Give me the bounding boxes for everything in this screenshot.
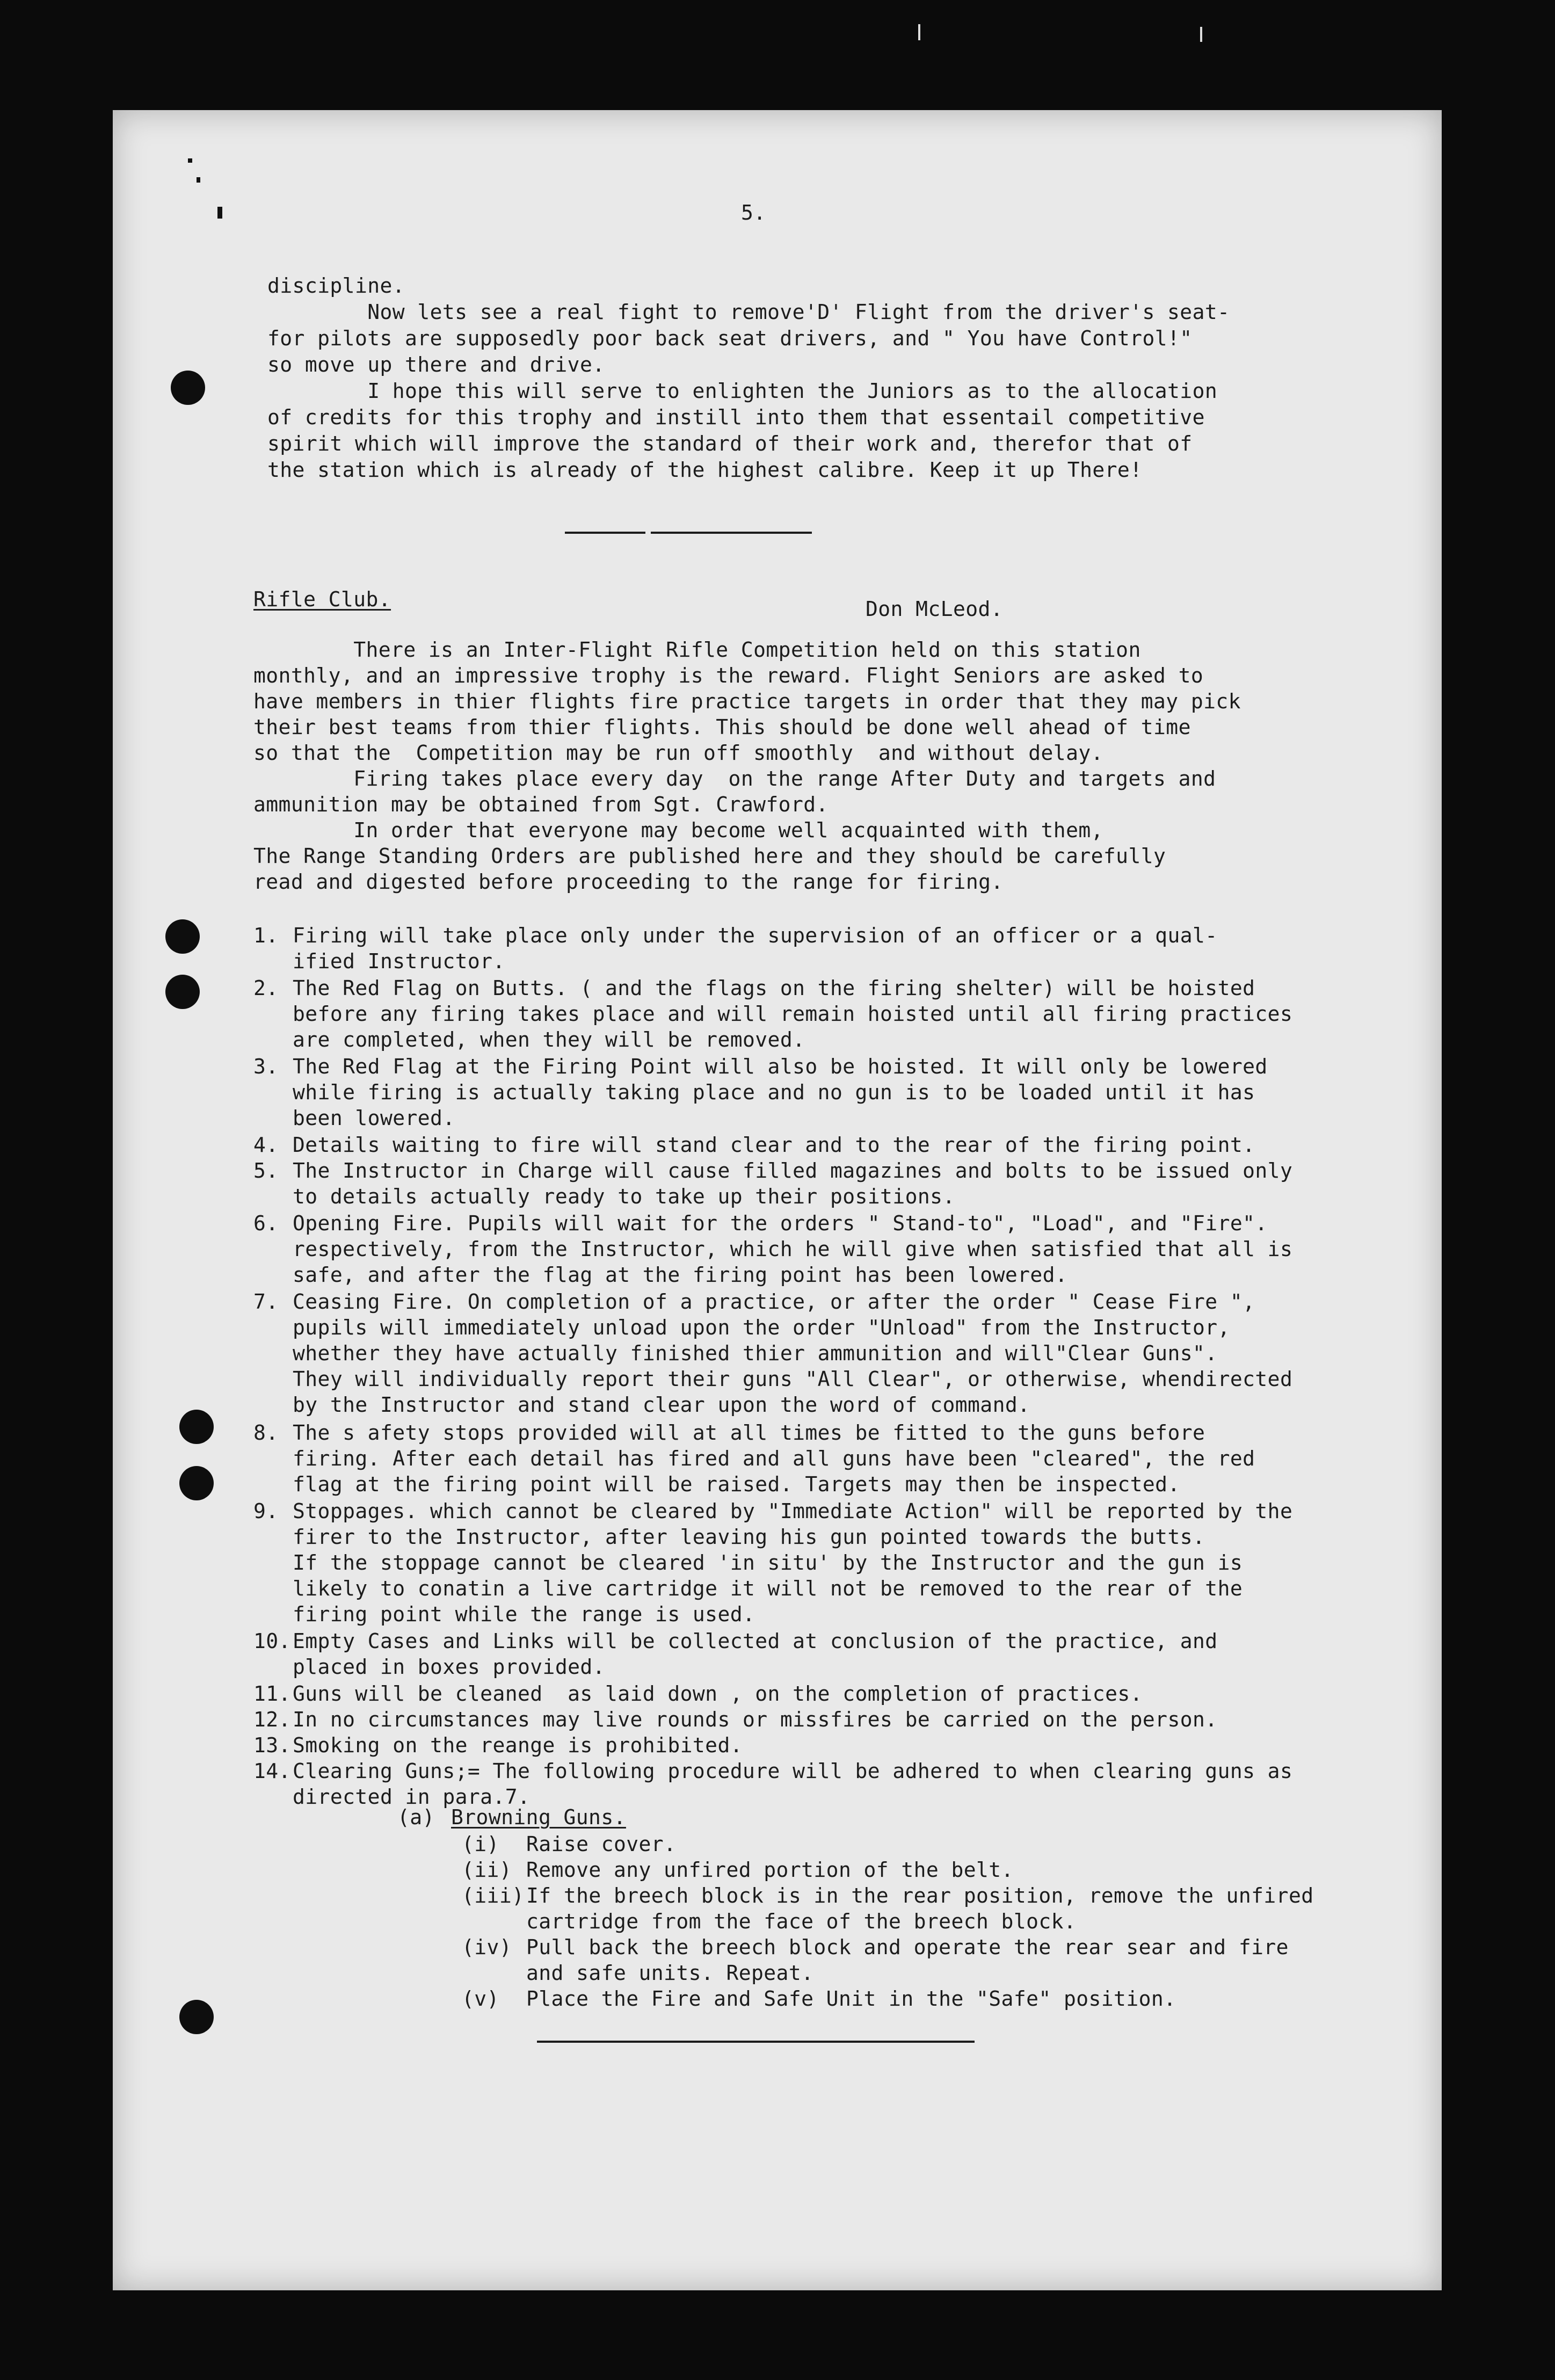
sub-step-number: (i) [462, 1832, 499, 1856]
punch-hole [179, 1410, 214, 1444]
scan-speck [217, 207, 222, 219]
order-text-line: firing point while the range is used. [293, 1602, 755, 1626]
order-number: 1. [253, 924, 279, 947]
order-number: 9. [253, 1499, 279, 1523]
section-title: Rifle Club. [253, 587, 391, 611]
order-number: 5. [253, 1159, 279, 1182]
section-author: Don McLeod. [866, 597, 1004, 621]
order-text-line: by the Instructor and stand clear upon the word of command. [293, 1393, 1030, 1417]
scan-speck [188, 158, 192, 163]
text-line: The Range Standing Orders are published here and they should be carefully [253, 844, 1166, 868]
punch-hole [179, 2000, 214, 2034]
text-line: discipline. [267, 274, 405, 298]
sub-step-text: cartridge from the face of the breech block. [526, 1910, 1077, 1933]
order-text-line: They will individually report their guns "All Clear", or otherwise, whendirected [293, 1367, 1293, 1391]
order-text-line: The s afety stops provided will at all times be fitted to the guns before [293, 1421, 1205, 1445]
sub-step-number: (ii) [462, 1858, 512, 1882]
order-text-line: safe, and after the flag at the firing point has been lowered. [293, 1263, 1068, 1287]
order-number: 12. [253, 1708, 291, 1731]
text-line: In order that everyone may become well acquainted with them, [253, 818, 1103, 842]
order-text-line: likely to conatin a live cartridge it will not be removed to the rear of the [293, 1577, 1243, 1600]
order-text-line: respectively, from the Instructor, which he will give when satisfied that all is [293, 1237, 1293, 1261]
order-number: 2. [253, 976, 279, 1000]
order-number: 7. [253, 1290, 279, 1314]
text-line: I hope this will serve to enlighten the Juniors as to the allocation [267, 379, 1218, 403]
text-line: so that the Competition may be run off smoothly and without delay. [253, 741, 1103, 765]
sub-step-text: Raise cover. [526, 1832, 677, 1856]
text-line: the station which is already of the highest calibre. Keep it up There! [267, 458, 1143, 482]
order-text-line: The Red Flag on Butts. ( and the flags on the firing shelter) will be hoisted [293, 976, 1255, 1000]
order-text-line: Empty Cases and Links will be collected at conclusion of the practice, and [293, 1629, 1218, 1653]
text-line: have members in thier flights fire practice targets in order that they may pick [253, 690, 1241, 713]
text-line: of credits for this trophy and instill into them that essentail competitive [267, 405, 1205, 429]
order-text-line: firing. After each detail has fired and all guns have been "cleared", the red [293, 1447, 1255, 1470]
order-text-line: Opening Fire. Pupils will wait for the orders " Stand-to", "Load", and "Fire". [293, 1211, 1268, 1235]
order-text-line: firer to the Instructor, after leaving his gun pointed towards the butts. [293, 1525, 1205, 1549]
order-text-line: Clearing Guns;= The following procedure will be adhered to when clearing guns as [293, 1759, 1293, 1783]
order-number: 6. [253, 1211, 279, 1235]
sub-step-text: and safe units. Repeat. [526, 1961, 814, 1985]
sub-step-number: (v) [462, 1987, 499, 2011]
order-text-line: placed in boxes provided. [293, 1655, 605, 1679]
order-text-line: to details actually ready to take up their positions. [293, 1185, 955, 1208]
page-number: 5. [741, 201, 766, 224]
scan-speck [1200, 27, 1202, 42]
text-line: read and digested before proceeding to the range for firing. [253, 870, 1004, 894]
order-number: 11. [253, 1682, 291, 1706]
text-line: Now lets see a real fight to remove'D' Flight from the driver's seat- [267, 300, 1230, 324]
sub-heading-label: (a) [397, 1805, 435, 1829]
order-text-line: Details waiting to fire will stand clear and to the rear of the firing point. [293, 1133, 1255, 1157]
sub-step-text: If the breech block is in the rear position, remove the unfired [526, 1884, 1314, 1907]
sub-step-number: (iv) [462, 1935, 512, 1959]
text-line: ammunition may be obtained from Sgt. Crawford. [253, 793, 829, 816]
order-number: 14. [253, 1759, 291, 1783]
order-text-line: whether they have actually finished thier ammunition and will"Clear Guns". [293, 1341, 1218, 1365]
punch-hole [179, 1466, 214, 1500]
order-text-line: been lowered. [293, 1106, 455, 1130]
order-text-line: In no circumstances may live rounds or missfires be carried on the person. [293, 1708, 1218, 1731]
order-number: 8. [253, 1421, 279, 1445]
order-text-line: The Red Flag at the Firing Point will also be hoisted. It will only be lowered [293, 1055, 1268, 1078]
text-line: their best teams from thier flights. This should be done well ahead of time [253, 715, 1191, 739]
text-line: Firing takes place every day on the range After Duty and targets and [253, 767, 1216, 790]
order-number: 13. [253, 1733, 291, 1757]
order-text-line: Firing will take place only under the supervision of an officer or a qual- [293, 924, 1218, 947]
order-text-line: ified Instructor. [293, 949, 505, 973]
text-line: so move up there and drive. [267, 353, 605, 376]
order-text-line: directed in para.7. [293, 1785, 531, 1809]
punch-hole [165, 975, 200, 1009]
divider-rule [651, 532, 812, 534]
order-text-line: Ceasing Fire. On completion of a practice, or after the order " Cease Fire ", [293, 1290, 1255, 1314]
sub-step-text: Remove any unfired portion of the belt. [526, 1858, 1014, 1882]
text-line: monthly, and an impressive trophy is the reward. Flight Seniors are asked to [253, 664, 1204, 687]
text-line: There is an Inter-Flight Rifle Competition held on this station [253, 638, 1141, 662]
order-text-line: Smoking on the reange is prohibited. [293, 1733, 743, 1757]
order-text-line: If the stoppage cannot be cleared 'in situ' by the Instructor and the gun is [293, 1551, 1243, 1574]
sub-step-text: Place the Fire and Safe Unit in the "Safe" position. [526, 1987, 1176, 2011]
sub-step-text: Pull back the breech block and operate the rear sear and fire [526, 1935, 1289, 1959]
punch-hole [171, 371, 205, 405]
divider-rule [565, 532, 645, 534]
text-line: for pilots are supposedly poor back seat drivers, and " You have Control!" [267, 326, 1193, 350]
order-number: 4. [253, 1133, 279, 1157]
order-text-line: Stoppages. which cannot be cleared by "Immediate Action" will be reported by the [293, 1499, 1293, 1523]
order-text-line: before any firing takes place and will remain hoisted until all firing practices [293, 1002, 1293, 1026]
scan-speck [197, 177, 200, 183]
punch-hole [165, 919, 200, 954]
order-number: 3. [253, 1055, 279, 1078]
order-text-line: while firing is actually taking place and no gun is to be loaded until it has [293, 1080, 1255, 1104]
order-number: 10. [253, 1629, 291, 1653]
sub-step-number: (iii) [462, 1884, 525, 1907]
end-rule [537, 2041, 975, 2043]
scan-speck [918, 24, 920, 40]
text-line: spirit which will improve the standard of their work and, therefor that of [267, 432, 1193, 455]
order-text-line: are completed, when they will be removed. [293, 1028, 805, 1051]
order-text-line: flag at the firing point will be raised. Targets may then be inspected. [293, 1472, 1180, 1496]
sub-heading: Browning Guns. [451, 1805, 626, 1829]
order-text-line: Guns will be cleaned as laid down , on the completion of practices. [293, 1682, 1143, 1706]
order-text-line: pupils will immediately unload upon the order "Unload" from the Instructor, [293, 1316, 1230, 1339]
order-text-line: The Instructor in Charge will cause filled magazines and bolts to be issued only [293, 1159, 1293, 1182]
